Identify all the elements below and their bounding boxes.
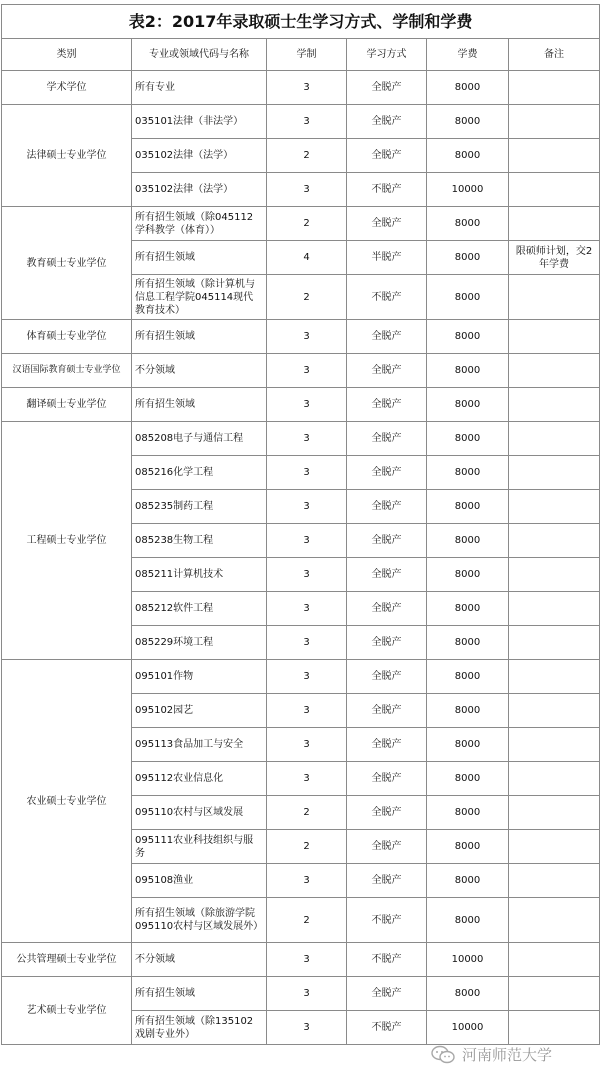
fee-cell: 8000 xyxy=(427,626,509,660)
mode-cell: 全脱产 xyxy=(347,830,427,864)
note-cell xyxy=(509,660,600,694)
fee-cell: 8000 xyxy=(427,422,509,456)
category-cell: 翻译硕士专业学位 xyxy=(2,388,132,422)
years-cell: 4 xyxy=(267,241,347,275)
spec-cell: 所有招生领域（除135102戏剧专业外） xyxy=(132,1011,267,1045)
mode-cell: 不脱产 xyxy=(347,1011,427,1045)
note-cell xyxy=(509,694,600,728)
years-cell: 3 xyxy=(267,558,347,592)
spec-cell: 035102法律（法学） xyxy=(132,139,267,173)
header-fee: 学费 xyxy=(427,39,509,71)
spec-cell: 所有招生领域 xyxy=(132,320,267,354)
mode-cell: 全脱产 xyxy=(347,626,427,660)
spec-cell: 085211计算机技术 xyxy=(132,558,267,592)
fee-cell: 8000 xyxy=(427,275,509,320)
years-cell: 3 xyxy=(267,626,347,660)
note-cell xyxy=(509,524,600,558)
spec-cell: 095110农村与区域发展 xyxy=(132,796,267,830)
years-cell: 2 xyxy=(267,275,347,320)
category-cell: 艺术硕士专业学位 xyxy=(2,977,132,1045)
mode-cell: 全脱产 xyxy=(347,490,427,524)
mode-cell: 不脱产 xyxy=(347,943,427,977)
note-cell xyxy=(509,864,600,898)
mode-cell: 全脱产 xyxy=(347,320,427,354)
note-cell xyxy=(509,456,600,490)
mode-cell: 全脱产 xyxy=(347,762,427,796)
mode-cell: 全脱产 xyxy=(347,105,427,139)
spec-cell: 所有招生领域（除045112学科教学（体育）） xyxy=(132,207,267,241)
table-title: 表2：2017年录取硕士生学习方式、学制和学费 xyxy=(2,5,600,39)
fee-cell: 8000 xyxy=(427,139,509,173)
mode-cell: 全脱产 xyxy=(347,456,427,490)
spec-cell: 所有招生领域 xyxy=(132,241,267,275)
fee-cell: 8000 xyxy=(427,105,509,139)
mode-cell: 全脱产 xyxy=(347,354,427,388)
mode-cell: 全脱产 xyxy=(347,139,427,173)
note-cell xyxy=(509,105,600,139)
fee-cell: 8000 xyxy=(427,558,509,592)
watermark-text: 河南师范大学 xyxy=(462,1046,553,1064)
spec-cell: 095108渔业 xyxy=(132,864,267,898)
note-cell xyxy=(509,796,600,830)
fee-cell: 8000 xyxy=(427,762,509,796)
spec-cell: 085216化学工程 xyxy=(132,456,267,490)
years-cell: 3 xyxy=(267,71,347,105)
note-cell xyxy=(509,830,600,864)
note-cell xyxy=(509,1011,600,1045)
mode-cell: 全脱产 xyxy=(347,558,427,592)
spec-cell: 085212软件工程 xyxy=(132,592,267,626)
category-cell: 公共管理硕士专业学位 xyxy=(2,943,132,977)
years-cell: 2 xyxy=(267,139,347,173)
spec-cell: 不分领域 xyxy=(132,943,267,977)
table-row xyxy=(2,207,600,241)
spec-cell: 095112农业信息化 xyxy=(132,762,267,796)
spec-cell: 095102园艺 xyxy=(132,694,267,728)
mode-cell: 全脱产 xyxy=(347,207,427,241)
spec-cell: 所有招生领域（除旅游学院095110农村与区域发展外） xyxy=(132,898,267,943)
fee-cell: 8000 xyxy=(427,354,509,388)
header-years: 学制 xyxy=(267,39,347,71)
fee-cell: 8000 xyxy=(427,207,509,241)
years-cell: 2 xyxy=(267,796,347,830)
years-cell: 3 xyxy=(267,592,347,626)
spec-cell: 085235制药工程 xyxy=(132,490,267,524)
fee-cell: 8000 xyxy=(427,898,509,943)
table-row xyxy=(2,320,600,354)
mode-cell: 全脱产 xyxy=(347,728,427,762)
years-cell: 3 xyxy=(267,490,347,524)
years-cell: 3 xyxy=(267,354,347,388)
mode-cell: 半脱产 xyxy=(347,241,427,275)
table-row xyxy=(2,71,600,105)
mode-cell: 全脱产 xyxy=(347,71,427,105)
header-spec: 专业或领域代码与名称 xyxy=(132,39,267,71)
mode-cell: 不脱产 xyxy=(347,275,427,320)
years-cell: 3 xyxy=(267,388,347,422)
note-cell xyxy=(509,762,600,796)
table-row xyxy=(2,105,600,139)
fee-cell: 8000 xyxy=(427,71,509,105)
fee-cell: 8000 xyxy=(427,241,509,275)
note-cell xyxy=(509,626,600,660)
note-cell xyxy=(509,71,600,105)
note-cell xyxy=(509,275,600,320)
years-cell: 2 xyxy=(267,898,347,943)
mode-cell: 全脱产 xyxy=(347,422,427,456)
category-cell: 汉语国际教育硕士专业学位 xyxy=(2,354,132,388)
years-cell: 3 xyxy=(267,864,347,898)
note-cell xyxy=(509,490,600,524)
years-cell: 2 xyxy=(267,830,347,864)
years-cell: 3 xyxy=(267,1011,347,1045)
fee-cell: 8000 xyxy=(427,660,509,694)
fee-cell: 10000 xyxy=(427,943,509,977)
years-cell: 3 xyxy=(267,173,347,207)
years-cell: 3 xyxy=(267,105,347,139)
note-cell xyxy=(509,207,600,241)
table-row xyxy=(2,943,600,977)
note-cell xyxy=(509,558,600,592)
spec-cell: 035101法律（非法学） xyxy=(132,105,267,139)
years-cell: 3 xyxy=(267,943,347,977)
category-cell: 农业硕士专业学位 xyxy=(2,660,132,943)
mode-cell: 全脱产 xyxy=(347,864,427,898)
table-row xyxy=(2,388,600,422)
note-cell: 限硕师计划，交2年学费 xyxy=(509,241,600,275)
fee-cell: 8000 xyxy=(427,796,509,830)
note-cell xyxy=(509,354,600,388)
spec-cell: 035102法律（法学） xyxy=(132,173,267,207)
mode-cell: 全脱产 xyxy=(347,592,427,626)
fee-cell: 8000 xyxy=(427,728,509,762)
note-cell xyxy=(509,320,600,354)
spec-cell: 不分领域 xyxy=(132,354,267,388)
header-row xyxy=(2,39,600,71)
note-cell xyxy=(509,422,600,456)
spec-cell: 085229环境工程 xyxy=(132,626,267,660)
mode-cell: 全脱产 xyxy=(347,660,427,694)
category-cell: 学术学位 xyxy=(2,71,132,105)
fee-cell: 8000 xyxy=(427,592,509,626)
years-cell: 3 xyxy=(267,728,347,762)
years-cell: 3 xyxy=(267,977,347,1011)
spec-cell: 所有招生领域 xyxy=(132,977,267,1011)
years-cell: 3 xyxy=(267,762,347,796)
header-note: 备注 xyxy=(509,39,600,71)
years-cell: 3 xyxy=(267,320,347,354)
fee-cell: 8000 xyxy=(427,524,509,558)
note-cell xyxy=(509,139,600,173)
fee-cell: 8000 xyxy=(427,694,509,728)
header-category: 类别 xyxy=(2,39,132,71)
table-row xyxy=(2,422,600,456)
note-cell xyxy=(509,898,600,943)
fee-cell: 10000 xyxy=(427,173,509,207)
note-cell xyxy=(509,173,600,207)
years-cell: 3 xyxy=(267,694,347,728)
mode-cell: 不脱产 xyxy=(347,173,427,207)
header-mode: 学习方式 xyxy=(347,39,427,71)
mode-cell: 不脱产 xyxy=(347,898,427,943)
mode-cell: 全脱产 xyxy=(347,388,427,422)
years-cell: 3 xyxy=(267,660,347,694)
spec-cell: 085238生物工程 xyxy=(132,524,267,558)
mode-cell: 全脱产 xyxy=(347,977,427,1011)
years-cell: 3 xyxy=(267,456,347,490)
chat-bubble-icon xyxy=(430,1045,456,1065)
fee-cell: 8000 xyxy=(427,456,509,490)
category-cell: 工程硕士专业学位 xyxy=(2,422,132,660)
fee-cell: 8000 xyxy=(427,864,509,898)
mode-cell: 全脱产 xyxy=(347,524,427,558)
spec-cell: 095101作物 xyxy=(132,660,267,694)
note-cell xyxy=(509,728,600,762)
mode-cell: 全脱产 xyxy=(347,694,427,728)
mode-cell: 全脱产 xyxy=(347,796,427,830)
fee-cell: 8000 xyxy=(427,830,509,864)
years-cell: 3 xyxy=(267,422,347,456)
category-cell: 法律硕士专业学位 xyxy=(2,105,132,207)
category-cell: 体育硕士专业学位 xyxy=(2,320,132,354)
note-cell xyxy=(509,388,600,422)
category-cell: 教育硕士专业学位 xyxy=(2,207,132,320)
fee-cell: 8000 xyxy=(427,388,509,422)
fee-cell: 10000 xyxy=(427,1011,509,1045)
spec-cell: 所有专业 xyxy=(132,71,267,105)
years-cell: 2 xyxy=(267,207,347,241)
fee-cell: 8000 xyxy=(427,320,509,354)
watermark xyxy=(430,1044,552,1065)
spec-cell: 所有招生领域（除计算机与信息工程学院045114现代教育技术） xyxy=(132,275,267,320)
table-row xyxy=(2,660,600,694)
fee-cell: 8000 xyxy=(427,490,509,524)
spec-cell: 095113食品加工与安全 xyxy=(132,728,267,762)
spec-cell: 095111农业科技组织与服务 xyxy=(132,830,267,864)
table-row xyxy=(2,977,600,1011)
years-cell: 3 xyxy=(267,524,347,558)
spec-cell: 所有招生领域 xyxy=(132,388,267,422)
table-row xyxy=(2,354,600,388)
tuition-table xyxy=(1,4,600,1045)
fee-cell: 8000 xyxy=(427,977,509,1011)
note-cell xyxy=(509,977,600,1011)
spec-cell: 085208电子与通信工程 xyxy=(132,422,267,456)
note-cell xyxy=(509,592,600,626)
note-cell xyxy=(509,943,600,977)
